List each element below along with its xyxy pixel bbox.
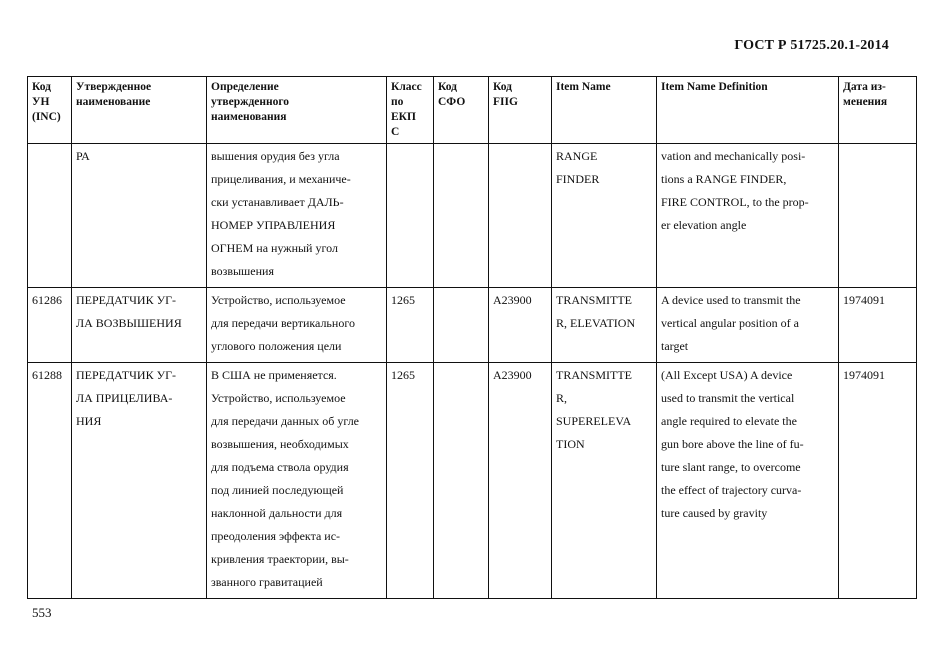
cell-text-line: er elevation angle — [661, 218, 747, 232]
cell-change-date — [839, 144, 917, 288]
cell-text-line: возвышения, необходимых — [211, 437, 349, 451]
header-line: наименование — [76, 96, 151, 108]
header-class-ekps — [387, 77, 434, 144]
cell-class-ekps — [387, 363, 434, 599]
header-line: наименования — [211, 111, 287, 123]
cell-text-line: РА — [76, 149, 90, 163]
header-item-name — [552, 77, 657, 144]
header-definition — [207, 77, 387, 144]
cell-text-line: the effect of trajectory curva- — [661, 483, 802, 497]
cell-change-date — [839, 363, 917, 599]
cell-text-line: 1265 — [391, 368, 415, 382]
cell-code-sfo — [434, 144, 489, 288]
cell-text-line: ture slant range, to overcome — [661, 460, 801, 474]
header-line: С — [391, 126, 400, 138]
header-code-un — [28, 77, 72, 144]
cell-text-line: наклонной дальности для — [211, 506, 343, 520]
cell-code-un — [28, 144, 72, 288]
cell-text-line: RANGE — [556, 149, 598, 163]
cell-text-line: возвышения — [211, 264, 274, 278]
cell-text-line: A23900 — [493, 293, 532, 307]
header-line: Item Name Definition — [661, 81, 768, 93]
cell-item-name — [552, 288, 657, 363]
header-line: ЕКП — [391, 111, 416, 123]
header-line: (INC) — [32, 111, 61, 123]
cell-text-line: vation and mechanically posi- — [661, 149, 806, 163]
cell-text-line: НОМЕР УПРАВЛЕНИЯ — [211, 218, 336, 232]
table-row — [28, 144, 917, 288]
cell-code-fiig — [489, 363, 552, 599]
cell-item-name — [552, 363, 657, 599]
cell-code-fiig — [489, 144, 552, 288]
cell-text-line: ture caused by gravity — [661, 506, 768, 520]
cell-text-line: званного гравитацией — [211, 575, 323, 589]
cell-text-line: под линией последующей — [211, 483, 344, 497]
cell-text-line: (All Except USA) A device — [661, 368, 793, 382]
header-line: по — [391, 96, 404, 108]
header-approved-name — [72, 77, 207, 144]
cell-code-un — [28, 363, 72, 599]
cell-code-un — [28, 288, 72, 363]
cell-change-date — [839, 288, 917, 363]
header-line: Утвержденное — [76, 81, 152, 93]
cell-text-line: tions a RANGE FINDER, — [661, 172, 787, 186]
page-number: 553 — [32, 605, 52, 620]
cell-text-line: 61286 — [32, 293, 62, 307]
header-line: УН — [32, 96, 50, 108]
document-header: ГОСТ Р 51725.20.1-2014 — [734, 38, 889, 53]
cell-item-name-definition — [657, 288, 839, 363]
cell-class-ekps — [387, 144, 434, 288]
cell-text-line: SUPERELEVA — [556, 414, 632, 428]
header-code-sfo — [434, 77, 489, 144]
cell-text-line: 1265 — [391, 293, 415, 307]
cell-text-line: ПЕРЕДАТЧИК УГ- — [76, 293, 177, 307]
table-body — [28, 144, 917, 599]
cell-text-line: gun bore above the line of fu- — [661, 437, 804, 451]
cell-definition — [207, 288, 387, 363]
cell-text-line: 1974091 — [843, 368, 885, 382]
cell-code-sfo — [434, 288, 489, 363]
cell-item-name-definition — [657, 363, 839, 599]
cell-text-line: A23900 — [493, 368, 532, 382]
cell-text-line: TION — [556, 437, 585, 451]
cell-text-line: used to transmit the vertical — [661, 391, 795, 405]
header-line: Код — [493, 81, 513, 93]
cell-approved-name — [72, 363, 207, 599]
cell-code-sfo — [434, 363, 489, 599]
header-line: Определение — [211, 81, 279, 93]
cell-text-line: ЛА ПРИЦЕЛИВА- — [76, 391, 173, 405]
cell-text-line: В США не применяется. — [211, 368, 337, 382]
cell-definition — [207, 363, 387, 599]
table-row — [28, 363, 917, 599]
cell-text-line: углового положения цели — [211, 339, 342, 353]
cell-text-line: R, — [556, 391, 568, 405]
cell-approved-name — [72, 288, 207, 363]
cell-text-line: Устройство, используемое — [211, 391, 346, 405]
cell-text-line: 1974091 — [843, 293, 885, 307]
header-item-name-definition — [657, 77, 839, 144]
cell-definition — [207, 144, 387, 288]
cell-item-name — [552, 144, 657, 288]
cell-approved-name — [72, 144, 207, 288]
table-row — [28, 288, 917, 363]
header-line: FIIG — [493, 96, 518, 108]
header-code-fiig — [489, 77, 552, 144]
table-header-row — [28, 77, 917, 144]
cell-text-line: 61288 — [32, 368, 62, 382]
cell-text-line: вышения орудия без угла — [211, 149, 340, 163]
cell-text-line: преодоления эффекта ис- — [211, 529, 341, 543]
header-line: СФО — [438, 96, 466, 108]
cell-text-line: FIRE CONTROL, to the prop- — [661, 195, 809, 209]
cell-text-line: angle required to elevate the — [661, 414, 797, 428]
header-change-date — [839, 77, 917, 144]
cell-text-line: R, ELEVATION — [556, 316, 636, 330]
cell-text-line: TRANSMITTE — [556, 293, 632, 307]
header-line: утвержденного — [211, 96, 290, 108]
header-line: Код — [32, 81, 52, 93]
cell-text-line: A device used to transmit the — [661, 293, 801, 307]
header-line: Класс — [391, 81, 422, 93]
cell-text-line: FINDER — [556, 172, 600, 186]
cell-class-ekps — [387, 288, 434, 363]
cell-text-line: ЛА ВОЗВЫШЕНИЯ — [76, 316, 182, 330]
cell-text-line: прицеливания, и механиче- — [211, 172, 351, 186]
cell-text-line: TRANSMITTE — [556, 368, 632, 382]
header-line: Item Name — [556, 81, 611, 93]
header-line: Код — [438, 81, 458, 93]
cell-item-name-definition — [657, 144, 839, 288]
cell-text-line: ски устанавливает ДАЛЬ- — [211, 195, 344, 209]
cell-text-line: кривления траектории, вы- — [211, 552, 349, 566]
cell-text-line: vertical angular position of a — [661, 316, 799, 330]
cell-text-line: для передачи данных об угле — [211, 414, 360, 428]
cell-text-line: target — [661, 339, 689, 353]
cell-text-line: ОГНЕМ на нужный угол — [211, 241, 338, 255]
item-definitions-table — [27, 76, 917, 599]
cell-text-line: Устройство, используемое — [211, 293, 346, 307]
header-line: менения — [843, 96, 888, 108]
cell-text-line: ПЕРЕДАТЧИК УГ- — [76, 368, 177, 382]
header-line: Дата из- — [843, 81, 886, 93]
cell-text-line: для подъема ствола орудия — [211, 460, 349, 474]
cell-text-line: для передачи вертикального — [211, 316, 355, 330]
cell-code-fiig — [489, 288, 552, 363]
cell-text-line: НИЯ — [76, 414, 102, 428]
